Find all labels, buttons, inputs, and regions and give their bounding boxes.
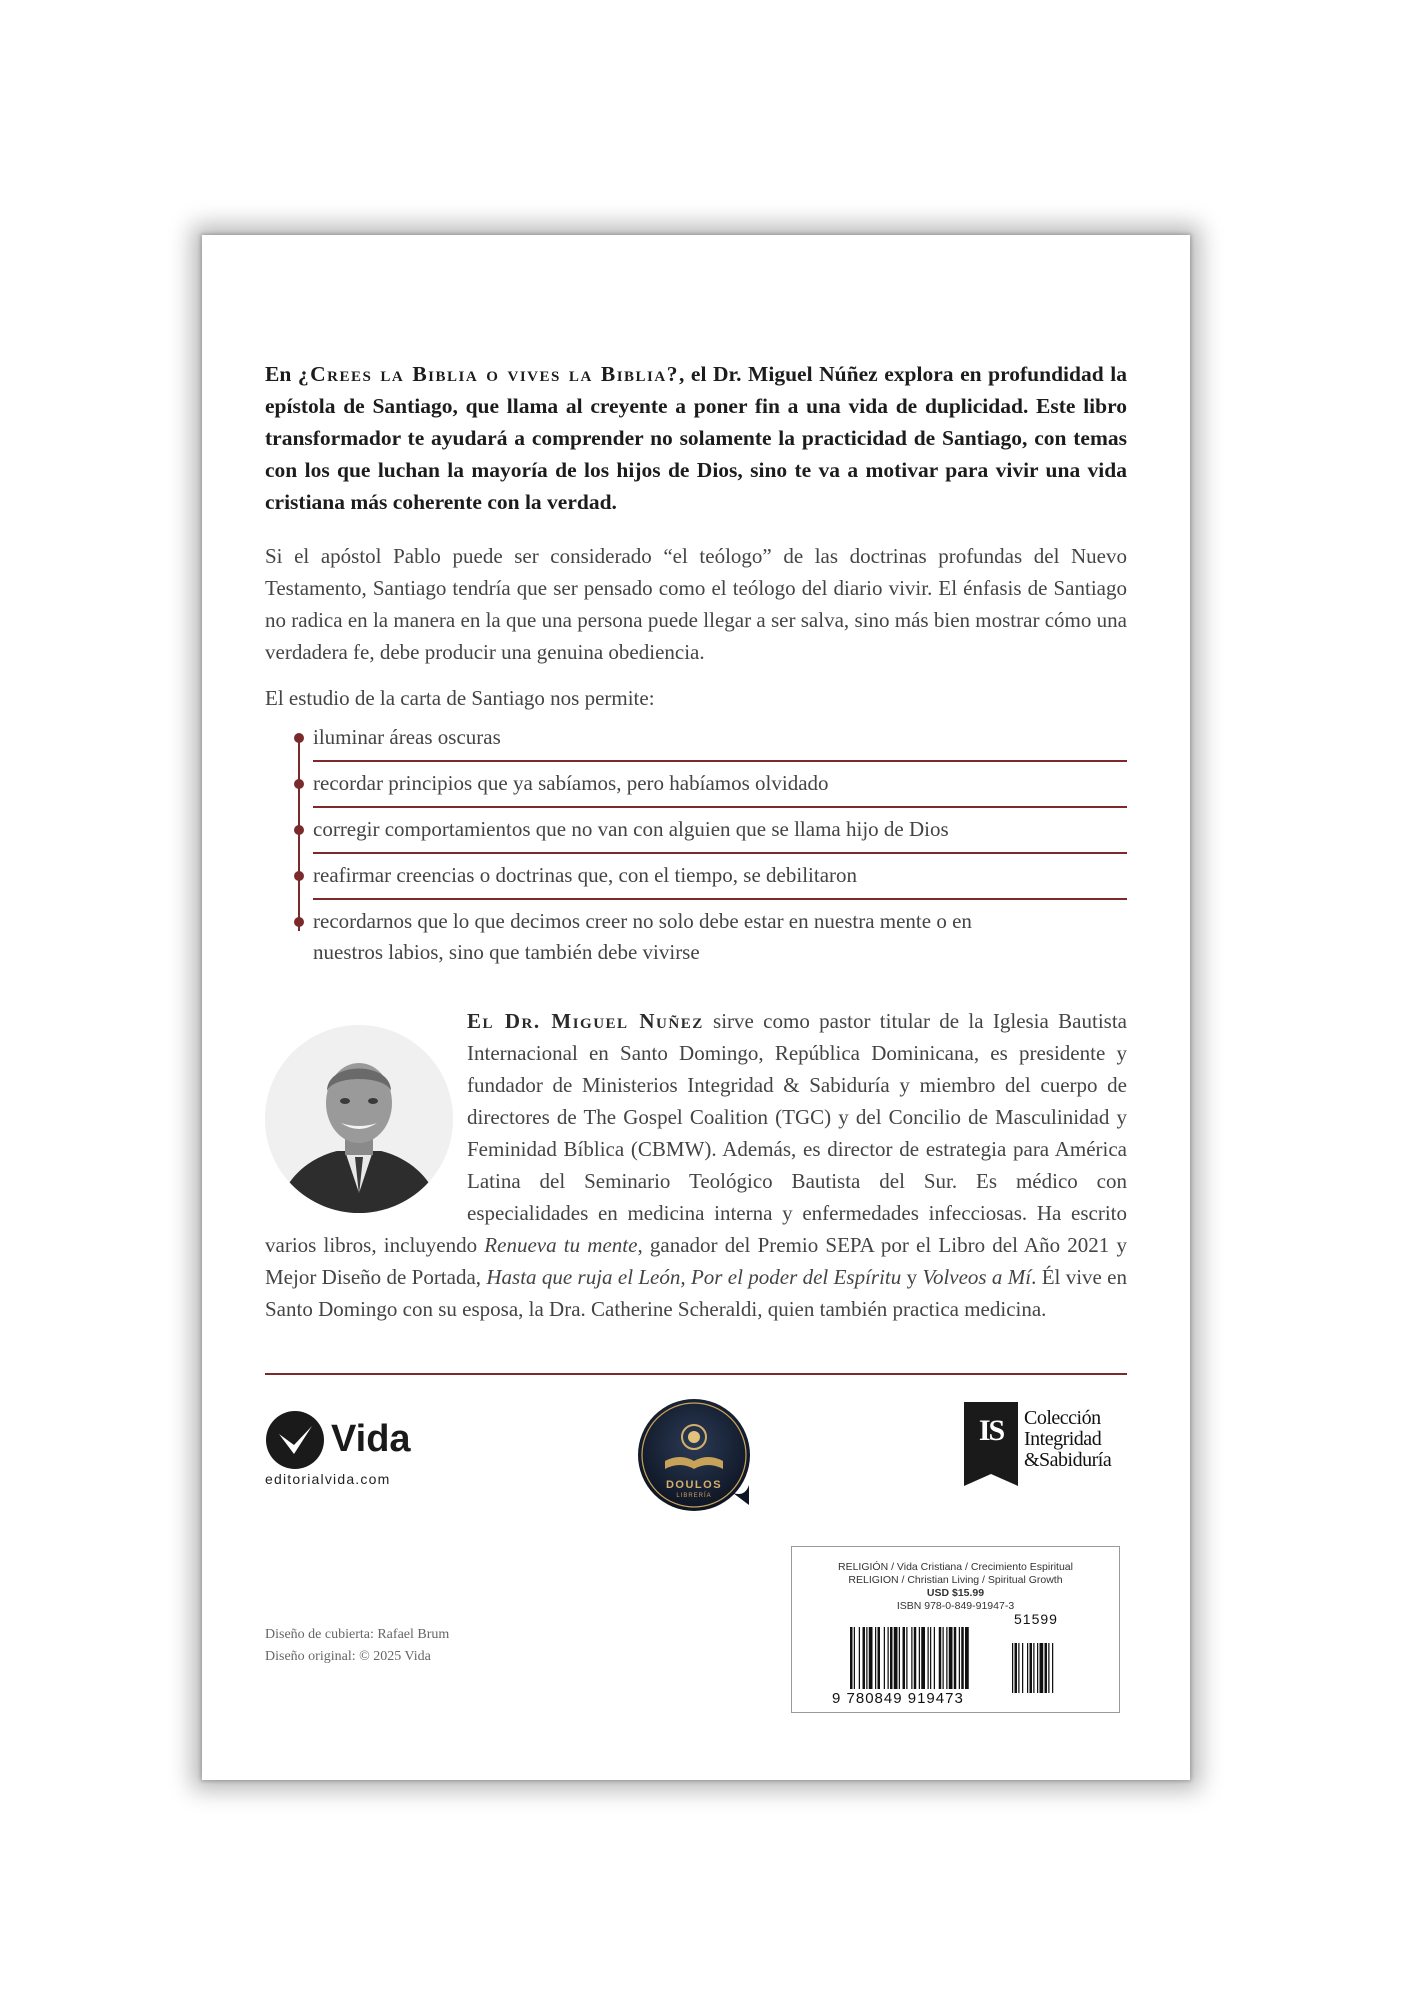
vida-url: editorialvida.com xyxy=(265,1471,391,1487)
barcode-info xyxy=(792,1547,1119,1613)
doulos-sub: LIBRERÍA xyxy=(676,1493,712,1499)
intro-text: , el Dr. Miguel Núñez explora en profundidad la epístola de Santiago, que llama al creyente a poner fin a una vida de duplicidad. Este libro transformador te ayudará a comprender no solamente la practicidad de Santiago, con temas con los que luchan la mayoría de los hijos de Dios, sino te va a motivar para vivir una vida cristiana más coherente con la verdad. xyxy=(265,362,1127,514)
author-bio xyxy=(265,1005,1127,1325)
barcode-number: 9 780849 919473 xyxy=(832,1690,964,1707)
category-en: RELIGION / Christian Living / Spiritual Growth xyxy=(848,1574,1063,1586)
collection-name: Colección Integridad &Sabiduría xyxy=(1024,1407,1112,1471)
intro-prefix: En xyxy=(265,362,298,386)
list-item-text: corregir comportamientos que no van con alguien que se llama hijo de Dios xyxy=(313,817,949,841)
list-item xyxy=(313,722,1127,762)
isbn: ISBN 978-0-849-91947-3 xyxy=(896,1600,1015,1612)
list-item-text: reafirmar creencias o doctrinas que, con el tiempo, se debilitaron xyxy=(313,863,858,887)
cover-content xyxy=(265,358,1127,1325)
barcode-box xyxy=(791,1546,1120,1713)
divider-rule xyxy=(265,1373,1127,1375)
cover-design-credit: Diseño de cubierta: Rafael Brum xyxy=(265,1627,450,1642)
bullet-icon xyxy=(294,871,304,881)
vida-logo-name: Vida xyxy=(331,1418,411,1460)
book-title: ¿Crees la Biblia o vives la Biblia? xyxy=(297,362,679,386)
list-item xyxy=(313,814,1127,854)
book-title-volveos: Volveos a Mí xyxy=(922,1265,1032,1289)
benefits-list xyxy=(313,722,1127,975)
list-item xyxy=(313,768,1127,808)
author-photo xyxy=(265,1025,453,1213)
doulos-logo xyxy=(637,1397,755,1515)
design-credits xyxy=(265,1624,449,1668)
intro-paragraph xyxy=(265,358,1127,518)
collection-mark: IS xyxy=(978,1414,1004,1447)
category-es: RELIGIÓN / Vida Cristiana / Crecimiento Espiritual xyxy=(838,1561,1073,1573)
bullet-icon xyxy=(294,917,304,927)
price: USD $15.99 xyxy=(926,1587,985,1599)
book-title-hasta: Hasta que ruja el León, Por el poder del Espíritu xyxy=(486,1265,902,1289)
original-design-credit: Diseño original: © 2025 Vida xyxy=(265,1649,431,1664)
book-title-renueva: Renueva tu mente xyxy=(484,1233,638,1257)
bullet-icon xyxy=(294,779,304,789)
list-lead: El estudio de la carta de Santiago nos permite: xyxy=(265,686,655,710)
doulos-name: DOULOS xyxy=(665,1479,723,1491)
list-item xyxy=(313,906,1127,975)
author-bio-text: . Él vive en Santo Domingo con su esposa, la Dra. Catherine Scheraldi, quien también practica medicina. xyxy=(265,1265,1128,1321)
author-bio-text: y xyxy=(901,1265,923,1289)
description-paragraph: Si el apóstol Pablo puede ser considerado “el teólogo” de las doctrinas profundas del Nuevo Testamento, Santiago tendría que ser pensado como el teólogo del diario vivir. El énfasis de Santiago no radica en la manera en la que una persona puede llegar a ser salva, sino más bien mostrar cómo una verdadera fe, debe producir una genuina obediencia. xyxy=(265,544,1127,664)
barcode-addon: 51599 xyxy=(1014,1611,1058,1627)
vida-circle-icon xyxy=(265,1410,325,1470)
barcode-icon xyxy=(850,1627,1080,1695)
author-name: El Dr. Miguel Nuñez xyxy=(467,1009,704,1033)
author-bio-text: sirve como pastor titular de la Iglesia Bautista Internacional en Santo Domingo, República Dominicana, es presidente y fundador de Ministerios Integridad & Sabiduría y miembro del cuerpo de directores de The Gospel Coalition (TGC) y del Concilio de Masculinidad y Feminidad Bíblica (CBMW). Además, es director de estrategia para América Latina del Seminario Teológico Bautista del Sur. Es médico con especialidades en medicina interna y enfermedades infecciosas. Ha escrito varios libros, incluyendo xyxy=(265,1009,1127,1257)
list-item-text: iluminar áreas oscuras xyxy=(313,725,501,749)
collection-logo xyxy=(962,1400,1132,1490)
list-item xyxy=(313,860,1127,900)
bullet-icon xyxy=(294,733,304,743)
bullet-icon xyxy=(294,825,304,835)
vida-logo xyxy=(265,1410,435,1490)
author-bio-text: , ganador del Premio SEPA por el Libro del Año 2021 y Mejor Diseño de Portada, xyxy=(265,1233,1127,1289)
list-item-text: recordar principios que ya sabíamos, pero habíamos olvidado xyxy=(313,771,829,795)
list-item-text: recordarnos que lo que decimos creer no solo debe estar en nuestra mente o en nuestros labios, sino que también debe vivirse xyxy=(313,909,972,964)
